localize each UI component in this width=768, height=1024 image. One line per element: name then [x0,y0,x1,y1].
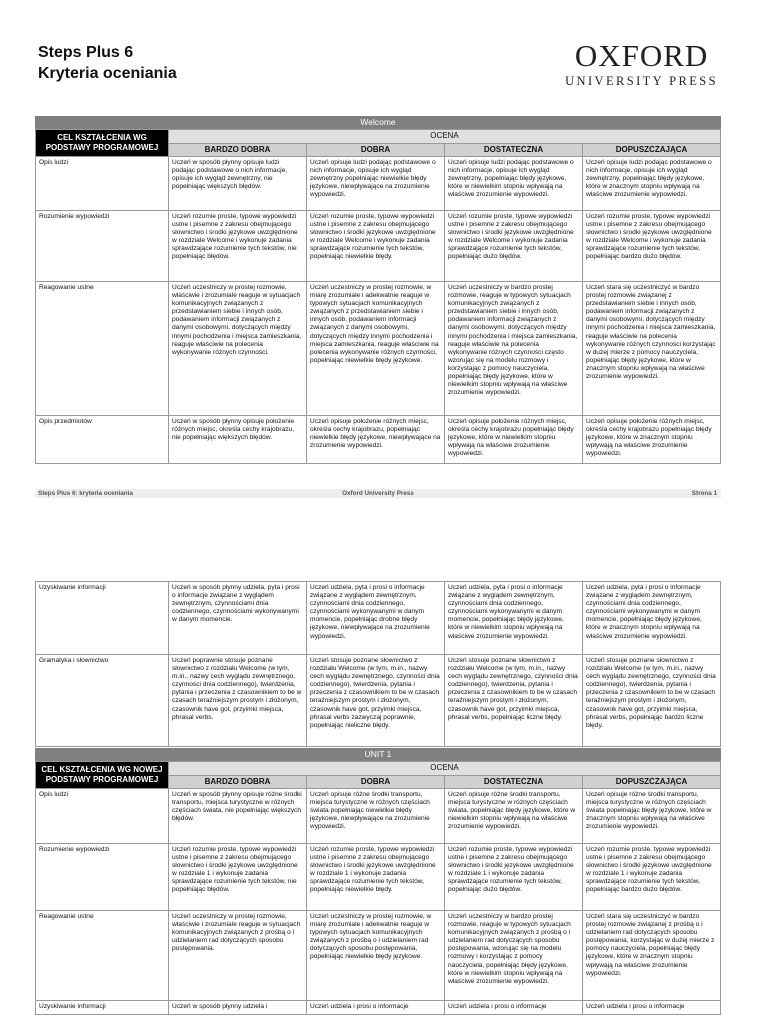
table-cell: Uczeń opisuje różne środki transportu, miejsca turystyczne w różnych częściach świata popełniając błędy językowe, które w znacznym stopniu wpływają na właściwe zrozumienie wypowiedzi. [583,789,721,844]
footer-page-number: Strona 1 [691,490,717,497]
row-label: Reagowanie ustne [36,282,169,416]
table-cell: Uczeń opisuje położenie różnych miejsc, określa cechy krajobrazu popełniając błędy językowe, które w znacznym stopniu wpływają na właściwe zrozumienie wypowiedzi. [583,416,721,464]
goal-header: CEL KSZTAŁCENIA WG PODSTAWY PROGRAMOWEJ [36,130,169,157]
table-cell: Uczeń rozumie proste, typowe wypowiedzi ustne i pisemne z zakresu obejmującego słownictwo i środki językowe uwzględnione w rozdziale 1 i wykonuje zadania sprawdzające rozumienie tych tekstów, popełniając niewielkie błędy. [307,844,445,911]
table-cell: Uczeń w sposób płynny opisuje położenie różnych miejsc, określa cechy krajobrazu, nie popełniając większych błędów. [169,416,307,464]
table-cell: Uczeń udziela, pyta i prosi o informacje związane z wyglądem zewnętrznym, czynnościami dnia codziennego, czynnościami wykonywanymi w danym momencie, popełniając błędy językowe, które w niewielkim stopniu wpływają na właściwe zrozumienie wypowiedzi. [445,582,583,655]
table-cell: Uczeń w sposób płynny opisuje różne środki transportu, miejsca turystyczne w różnych częściach świata, nie popełniając większych błędów. [169,789,307,844]
grade-header: DOSTATECZNA [445,144,583,157]
row-label: Rozumienie wypowiedzi [36,844,169,911]
logo-line-2: UNIVERSITY PRESS [565,74,718,88]
table-cell: Uczeń rozumie proste, typowe wypowiedzi ustne i pisemne z zakresu obejmującego słownictwo i środki językowe uwzględnione w rozdziale Welcome i wykonuje zadania sprawdzające rozumienie tych tekstów, popełniając niewielkie błędy. [307,211,445,282]
table-cell: Uczeń opisuje ludzi podając podstawowe o nich informacje, opisuje ich wygląd zewnętrzny, popełniając błędy językowe, które w niewielkim stopniu wpływają na właściwe zrozumienie wypowiedzi. [445,157,583,211]
table-row [36,282,721,416]
table-row [36,157,721,211]
grade-header: DOPUSZCZAJĄCA [583,776,721,789]
section-band: Welcome [35,116,721,129]
table-cell: Uczeń stosuje poznane słownictwo z rozdziału Welcome (w tym, m.in., nazwy cech wyglądu zewnętrznego, czynności dnia codziennego), twierdzenia, pytania i przeczenia z czasownikiem to be w czasach teraźniejszym prostym i złożonym, czasownik have got, przyimki miejsca, phrasal verbs, popełniając liczne błędy. [445,655,583,747]
ocena-header: OCENA [169,130,721,144]
table-cell: Uczeń rozumie proste, typowe wypowiedzi ustne i pisemne z zakresu obejmującego słownictwo i środki językowe uwzględnione w rozdziale Welcome i wykonuje zadania sprawdzające rozumienie tych tekstów, popełniając dużo błędów. [445,211,583,282]
table-cell: Uczeń stara się uczestniczyć w bardzo prostej rozmowie związanej z przedstawianiem siebie i innych osób, podawaniem informacji związanych z danymi osobowymi, dotyczących między innymi pochodzenia i miejsca zamieszkania, reaguje właściwie na polecenia wykonywanie różnych czynności korzystając w dużej mierze z pomocy nauczyciela, popełniając błędy językowe, które w znacznym stopniu wpływają na właściwe zrozumienie wypowiedzi. [583,282,721,416]
footer-left: Steps Plus 6: kryteria oceniania [38,490,133,497]
table-cell: Uczeń rozumie proste, typowe wypowiedzi ustne i pisemne z zakresu obejmującego słownictwo i środki językowe uwzględnione w rozdziale Welcome i wykonuje zadania sprawdzające rozumienie tych tekstów, nie popełniając błędów. [169,211,307,282]
table-header-row [36,762,721,776]
table-cell: Uczeń udziela i prosi o informacje [583,1001,721,1015]
table-cell: Uczeń rozumie proste, typowe wypowiedzi ustne i pisemne z zakresu obejmującego słownictwo i środki językowe uwzględnione w rozdziale 1 i wykonuje zadania sprawdzające rozumienie tych tekstów, popełniając dużo błędów. [445,844,583,911]
grade-header: BARDZO DOBRA [169,144,307,157]
table-cell: Uczeń uczestniczy w prostej rozmowie, właściwie i zrozumiale reaguje w sytuacjach komunikacyjnych związanych z przedstawianiem siebie i innych osób, podawaniem informacji związanych z danymi osobowymi, dotyczących między innymi pochodzenia i miejsca zamieszkania, reaguje właściwie na polecenia wykonywanie różnych czynności. [169,282,307,416]
table-row [36,844,721,911]
row-label: Uzyskiwanie informacji [36,582,169,655]
table-cell: Uczeń uczestniczy w bardzo prostej rozmowie, reaguje w typowych sytuacjach komunikacyjnych związanych z prośbą o i udzielaniem rad dotyczących sposobu postępowania, wzorując się na modelu rozmowy i korzystając z pomocy nauczyciela, popełniając błędy językowe, które w niewielkim stopniu wpływają na właściwe zrozumienie wypowiedzi. [445,911,583,1001]
goal-header: CEL KSZTAŁCENIA WG NOWEJ PODSTAWY PROGRAMOWEJ [36,762,169,789]
title-line-2: Kryteria oceniania [38,65,177,82]
table-cell: Uczeń opisuje położenie różnych miejsc, określa cechy krajobrazu popełniając błędy językowe, które w niewielkim stopniu wpływają na właściwe zrozumienie wypowiedzi. [445,416,583,464]
table-row [36,416,721,464]
criteria-table [35,581,721,747]
section-welcome [35,116,721,464]
table-cell: Uczeń w sposób płynny opisuje ludzi podając podstawowe o nich informacje, opisuje ich wygląd zewnętrzny, nie popełniając większych błędów. [169,157,307,211]
row-label: Gramatyka i słownictwo [36,655,169,747]
table-row [36,211,721,282]
table-cell: Uczeń rozumie proste, typowe wypowiedzi ustne i pisemne z zakresu obejmującego słownictwo i środki językowe uwzględnione w rozdziale 1 i wykonuje zadania sprawdzające rozumienie tych tekstów, nie popełniając błędów. [169,844,307,911]
table-cell: Uczeń opisuje położenie różnych miejsc, określa cechy krajobrazu, popełniając niewielkie błędy językowe, niewpływające na zrozumienie wypowiedzi. [307,416,445,464]
table-cell: Uczeń uczestniczy w prostej rozmowie, w miarę zrozumiale i adekwatnie reaguje w typowych sytuacjach komunikacyjnych związanych z prośbą o i udzielaniem rad dotyczących sposobu postępowania, popełniając niewielkie błędy językowe. [307,911,445,1001]
criteria-table [35,761,721,1015]
table-cell: Uczeń w sposób płynny udziela, pyta i prosi o informacje związane z wyglądem zewnętrznym, czynnościami dnia codziennego, czynnościami wykonywanymi w danym momencie. [169,582,307,655]
table-row [36,655,721,747]
row-label: Opis ludzi [36,789,169,844]
table-cell: Uczeń poprawnie stosuje poznane słownictwo z rozdziału Welcome (w tym, m.in., nazwy cech wyglądu zewnętrznego, czynności dnia codziennego), twierdzenia, pytania i przeczenia z czasownikiem to be w czasach teraźniejszym prostym i złożonym, czasownik have got, przyimki miejsca, phrasal verbs. [169,655,307,747]
row-label: Reagowanie ustne [36,911,169,1001]
row-label: Opis ludzi [36,157,169,211]
section-band: UNIT 1 [35,748,721,761]
table-cell: Uczeń opisuje ludzi podając podstawowe o nich informacje, opisuje ich wygląd zewnętrzny popełniając niewielkie błędy językowe, niewpływające na zrozumienie wypowiedzi. [307,157,445,211]
table-row [36,911,721,1001]
title-line-1: Steps Plus 6 [38,44,134,61]
table-cell: Uczeń stosuje poznane słownictwo z rozdziału Welcome (w tym, m.in., nazwy cech wyglądu zewnętrznego, czynności dnia codziennego), twierdzenia, pytania i przeczenia z czasownikiem to be w czasach teraźniejszym prostym i złożonym, czasownik have got, przyimki miejsca, phrasal verbs, popełniając bardzo liczne błędy. [583,655,721,747]
table-cell: Uczeń rozumie proste, typowe wypowiedzi ustne i pisemne z zakresu obejmującego słownictwo i środki językowe uwzględnione w rozdziale Welcome i wykonuje zadania sprawdzające rozumienie tych tekstów, popełniając bardzo dużo błędów. [583,211,721,282]
grade-header: DOBRA [307,144,445,157]
table-cell: Uczeń udziela i prosi o informacje [445,1001,583,1015]
grade-header: DOSTATECZNA [445,776,583,789]
footer-center: Oxford University Press [342,490,414,497]
logo-line-1: OXFORD [574,38,709,73]
table-cell: Uczeń udziela, pyta i prosi o informacje związane z wyglądem zewnętrznym, czynnościami dnia codziennego, czynnościami wykonywanymi w danym momencie, popełniając błędy językowe, które w znacznym stopniu wpływają na właściwe zrozumienie wypowiedzi. [583,582,721,655]
table-cell: Uczeń stosuje poznane słownictwo z rozdziału Welcome (w tym, m.in., nazwy cech wyglądu zewnętrznego, czynności dnia codziennego), twierdzenia, pytania i przeczenia z czasownikiem to be w czasach teraźniejszym prostym i złożonym, czasownik have got, przyimki miejsca, phrasal verbs zazwyczaj poprawnie, popełniając nieliczne błędy. [307,655,445,747]
row-label: Opis przedmiotów [36,416,169,464]
criteria-table [35,129,721,464]
oxford-logo [565,40,718,89]
table-cell: Uczeń stara się uczestniczyć w bardzo prostej rozmowie związanej z prośbą o i udzielaniem rad dotyczących sposobu postępowania, korzystając w dużej mierze z pomocy nauczyciela, popełniając błędy językowe, które w znacznym stopniu wpływają na właściwe zrozumienie wypowiedzi. [583,911,721,1001]
section-welcome-continued [35,581,721,747]
table-cell: Uczeń w sposób płynny udziela i [169,1001,307,1015]
table-cell: Uczeń opisuje ludzi podając podstawowe o nich informacje, opisuje ich wygląd zewnętrzny, popełniając błędy językowe, które w znacznym stopniu wpływają na właściwe zrozumienie wypowiedzi. [583,157,721,211]
table-cell: Uczeń rozumie proste, typowe wypowiedzi ustne i pisemne z zakresu obejmującego słownictwo i środki językowe uwzględnione w rozdziale 1 i wykonuje zadania sprawdzające rozumienie tych tekstów, popełniając bardzo dużo błędów. [583,844,721,911]
row-label: Rozumienie wypowiedzi [36,211,169,282]
table-row [36,582,721,655]
grade-header: DOPUSZCZAJĄCA [583,144,721,157]
table-row [36,789,721,844]
grade-header: BARDZO DOBRA [169,776,307,789]
page-footer [35,489,721,498]
ocena-header: OCENA [169,762,721,776]
section-unit-1 [35,748,721,1015]
table-cell: Uczeń udziela i prosi o informacje [307,1001,445,1015]
table-row [36,1001,721,1015]
table-cell: Uczeń opisuje różne środki transportu, miejsca turystyczne w różnych częściach świata, popełniając błędy językowe, które w niewielkim stopniu wpływają na właściwe zrozumienie wypowiedzi. [445,789,583,844]
table-cell: Uczeń uczestniczy w bardzo prostej rozmowie, reaguje w typowych sytuacjach komunikacyjnych związanych z przedstawianiem siebie i innych osób, podawaniem informacji związanych z danymi osobowymi, dotyczących między innymi pochodzenia i miejsca zamieszkania, reaguje właściwie na polecenia wykonywanie różnych czynności często wzorując się na modelu rozmowy i korzystając z pomocy nauczyciela, popełniając błędy językowe, które w niewielkim stopniu wpływają na właściwe zrozumienie wypowiedzi. [445,282,583,416]
table-cell: Uczeń udziela, pyta i prosi o informacje związane z wyglądem zewnętrznym, czynnościami dnia codziennego, czynnościami wykonywanymi w danym momencie, popełniając drobne błędy językowe, niewpływające na zrozumienie wypowiedzi. [307,582,445,655]
row-label: Uzyskiwanie informacji [36,1001,169,1015]
document-title [38,42,177,84]
table-header-row [36,130,721,144]
table-cell: Uczeń uczestniczy w prostej rozmowie, właściwie i zrozumiale reaguje w sytuacjach komunikacyjnych związanych z prośbą o i udzielaniem rad dotyczących sposobu postępowania. [169,911,307,1001]
table-cell: Uczeń opisuje różne środki transportu, miejsca turystyczne w różnych częściach świata popełniając niewielkie błędy językowe, niewpływające na zrozumienie wypowiedzi. [307,789,445,844]
table-cell: Uczeń uczestniczy w prostej rozmowie, w miarę zrozumiale i adekwatnie reaguje w typowych sytuacjach komunikacyjnych związanych z przedstawianiem siebie i innych osób, podawaniem informacji związanych z danymi osobowymi, dotyczących między innymi pochodzenia i miejsca zamieszkania, reaguje właściwie na polecenia wykonywanie różnych czynności, popełniając niewielkie błędy językowe. [307,282,445,416]
grade-header: DOBRA [307,776,445,789]
